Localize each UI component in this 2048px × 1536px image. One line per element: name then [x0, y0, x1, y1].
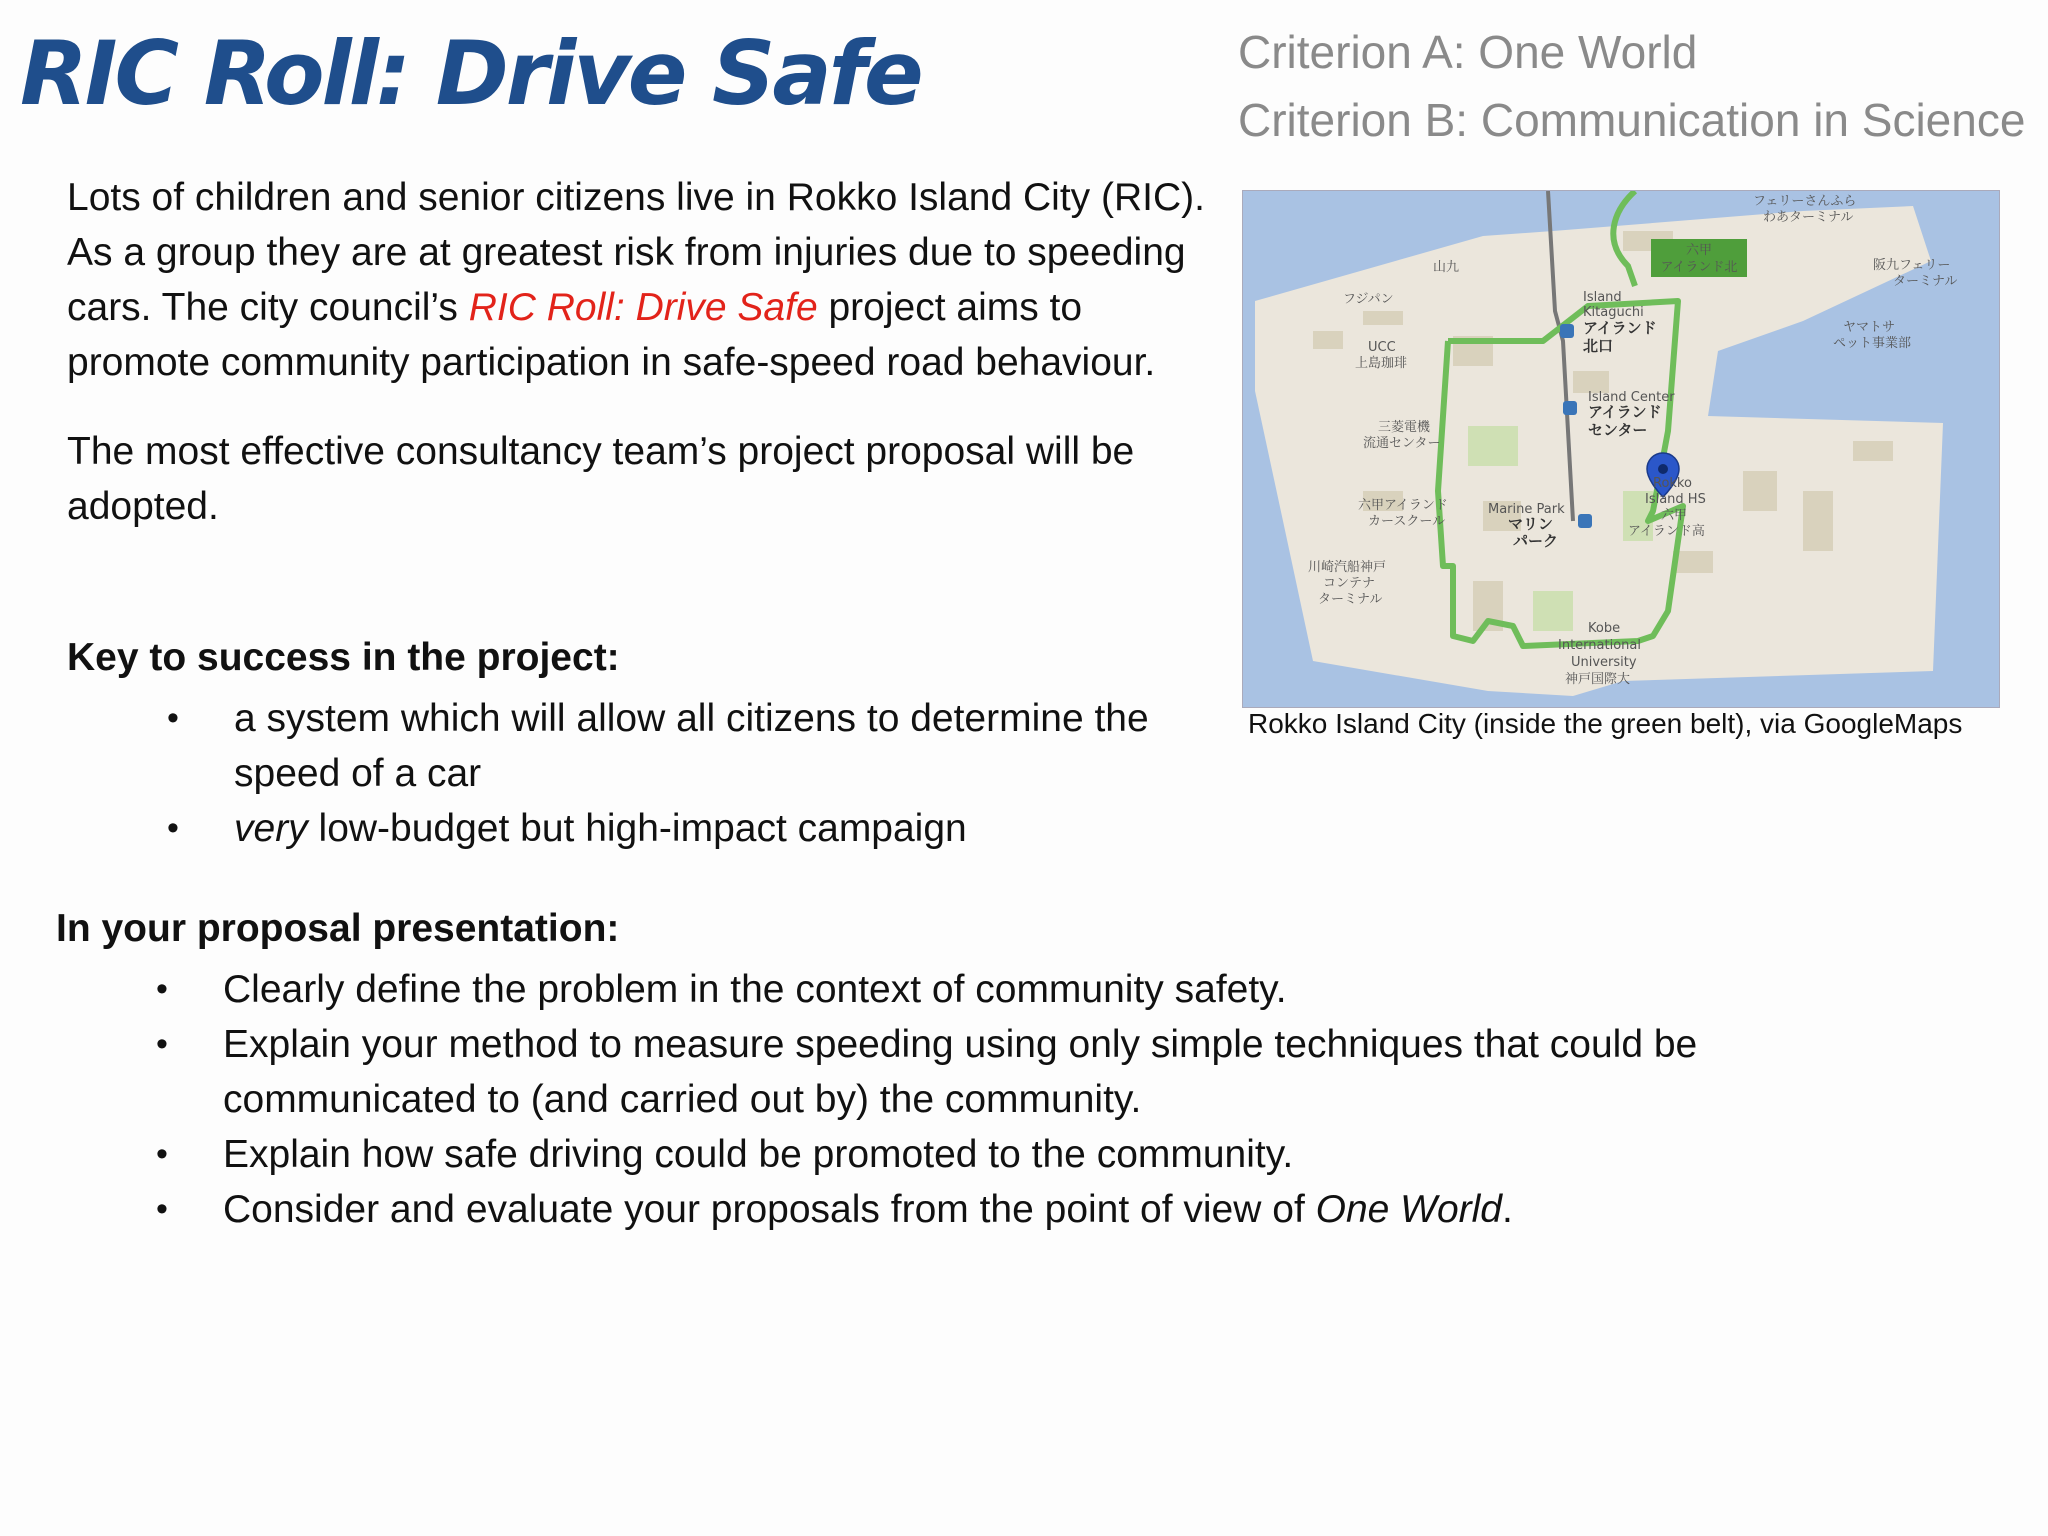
map-label: アイランド [1583, 319, 1657, 337]
list-item [156, 962, 1843, 1017]
intro-paragraph-2: The most effective consultancy team’s project proposal will be adopted. [67, 430, 1135, 528]
station-icon [1578, 514, 1592, 528]
list-item-text: low-budget but high-impact campaign [307, 807, 967, 850]
list-item-text: . [1502, 1188, 1513, 1231]
list-item [167, 691, 1194, 801]
map-label: Island [1583, 290, 1622, 305]
key-success-heading: Key to success in the project: [67, 636, 620, 679]
bullet-icon: • [156, 970, 168, 1008]
map-label: Island Center [1588, 390, 1675, 405]
map-label: 六甲 [1685, 243, 1713, 258]
map-label: 北口 [1583, 337, 1614, 355]
intro-text [67, 170, 1217, 568]
map-label: Island HS [1645, 492, 1706, 507]
map-label: ターミナル [1318, 592, 1383, 607]
bullet-icon: • [156, 1025, 168, 1063]
station-icon [1560, 324, 1574, 338]
list-item-text: Clearly define the problem in the context of community safety. [223, 968, 1287, 1011]
map-label: Kitaguchi [1583, 305, 1644, 320]
list-item [156, 1127, 1843, 1182]
map-label: パーク [1513, 532, 1559, 550]
map-label: ヤマトサ [1843, 320, 1896, 335]
map-label: Marine Park [1488, 502, 1565, 517]
proposal-heading: In your proposal presentation: [56, 907, 620, 950]
criterion-b: Criterion B: Communication in Science [1238, 94, 2026, 146]
criteria-block [1238, 18, 2025, 154]
map-label: Kobe [1588, 621, 1621, 636]
map-label: アイランド [1588, 403, 1662, 421]
map-label: University [1571, 655, 1637, 670]
emphasis-text: very [234, 807, 308, 850]
map-label: 川崎汽船神戸 [1308, 560, 1387, 575]
bullet-icon: • [156, 1135, 168, 1173]
map-label: 上島珈琲 [1355, 356, 1408, 371]
map-label: 流通センター [1363, 436, 1441, 451]
map-label: UCC [1368, 340, 1396, 355]
map-label: 神戸国際大 [1565, 672, 1631, 687]
list-item-text: Explain your method to measure speeding using only simple techniques that could be communicated to (and carried out by) the community. [223, 1023, 1698, 1121]
map-label: アイランド北 [1660, 260, 1738, 275]
key-success-list [167, 691, 1194, 856]
map-label: 阪九フェリー [1873, 258, 1951, 273]
map-graphic [1243, 191, 2000, 708]
criterion-a: Criterion A: One World [1238, 26, 1698, 78]
map-label: わあターミナル [1763, 210, 1854, 225]
map-image [1242, 190, 2000, 708]
map-label: アイランド高 [1628, 524, 1705, 539]
intro-text-before: Lots of children and senior citizens live in Rokko Island City (RIC). As a group they are at greatest risk from injuries due to speeding cars. The city council’s [67, 176, 1205, 329]
station-icon [1563, 401, 1577, 415]
project-name-highlight: RIC Roll: Drive Safe [468, 286, 818, 329]
map-label: フェリーさんふら [1753, 194, 1857, 209]
map-label: 三菱電機 [1378, 420, 1431, 435]
map-label: カースクール [1368, 514, 1446, 529]
list-item-text: a system which will allow all citizens to determine the speed of a car [234, 697, 1149, 795]
bullet-icon: • [156, 1190, 168, 1228]
slide-title: RIC Roll: Drive Safe [20, 22, 921, 125]
list-item [167, 801, 1194, 856]
intro-paragraph-1 [67, 170, 1217, 390]
map-label: コンテナ [1323, 576, 1376, 591]
map-label: Rokko [1653, 476, 1692, 491]
list-item [156, 1017, 1843, 1127]
map-label: 六甲アイランド [1358, 498, 1448, 513]
map-label: 山九 [1433, 260, 1460, 275]
list-item-text: Explain how safe driving could be promoted to the community. [223, 1133, 1294, 1176]
list-item-text: Consider and evaluate your proposals from the point of view of [223, 1188, 1316, 1231]
list-item [156, 1182, 1843, 1237]
emphasis-text: One World [1315, 1188, 1503, 1231]
proposal-list [156, 962, 1843, 1237]
map-label: 六甲 [1661, 508, 1688, 523]
map-label: センター [1588, 421, 1648, 439]
intro-text-after: project aims to promote community participation in safe-speed road behaviour. [67, 286, 1156, 384]
bullet-icon: • [167, 809, 179, 847]
map-label: フジパン [1343, 292, 1394, 307]
map-caption: Rokko Island City (inside the green belt), via GoogleMaps [1248, 708, 1963, 739]
map-label: マリン [1508, 515, 1554, 533]
bullet-icon: • [167, 699, 179, 737]
map-label: International [1558, 638, 1641, 653]
map-label: ペット事業部 [1833, 336, 1912, 351]
map-label: ターミナル [1893, 274, 1958, 289]
